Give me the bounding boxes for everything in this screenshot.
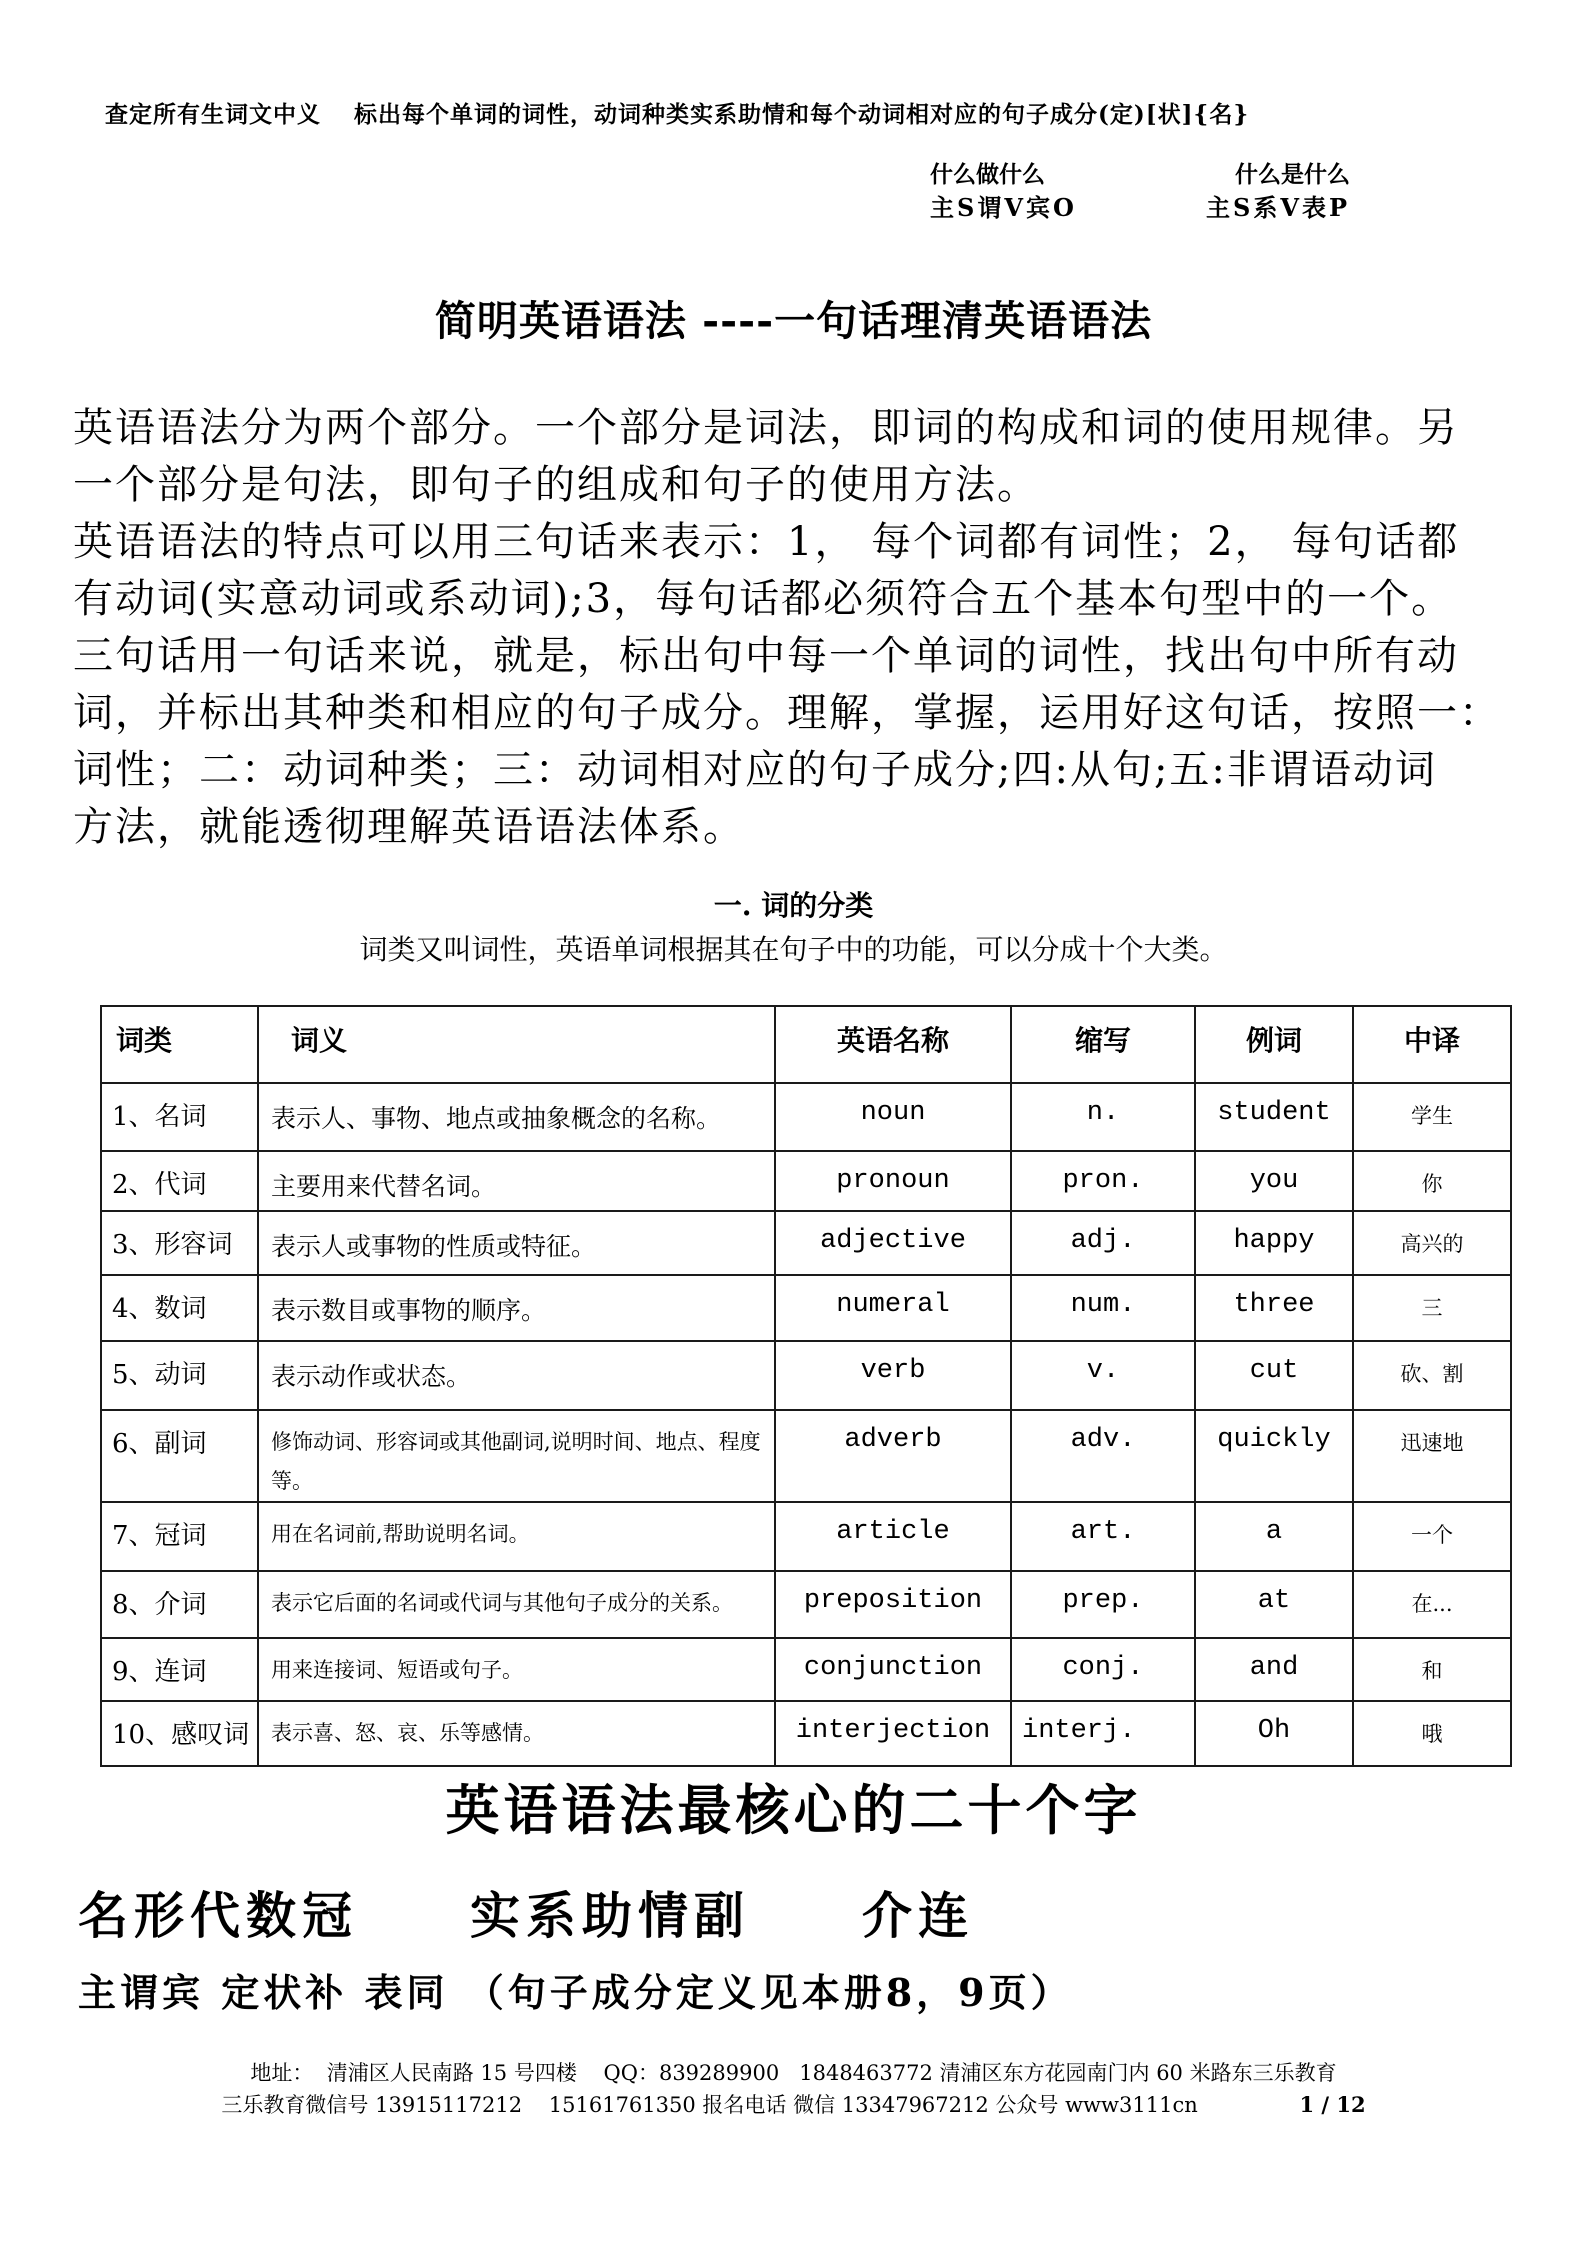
- cell-example: you: [1195, 1151, 1353, 1211]
- cell-class: 9、连词: [101, 1638, 258, 1701]
- cell-example: student: [1195, 1083, 1353, 1151]
- cell-translation: 迅速地: [1353, 1410, 1511, 1502]
- annotation-svo: 主S谓V宾O: [930, 193, 1077, 222]
- cell-english: numeral: [775, 1275, 1011, 1341]
- cell-translation: 砍、割: [1353, 1341, 1511, 1410]
- cell-class: 10、感叹词: [101, 1701, 258, 1766]
- cell-meaning: 主要用来代替名词。: [258, 1151, 775, 1211]
- parts-of-speech-table: [100, 1005, 1512, 1767]
- cell-class: 4、数词: [101, 1275, 258, 1341]
- page-number: 1 / 12: [1299, 2092, 1366, 2117]
- cell-example: happy: [1195, 1211, 1353, 1275]
- table-row: [101, 1151, 1511, 1211]
- pos-table-body: [101, 1083, 1511, 1766]
- cell-example: cut: [1195, 1341, 1353, 1410]
- cell-abbr: pron.: [1011, 1151, 1195, 1211]
- cell-example: quickly: [1195, 1410, 1353, 1502]
- annotation-what-is-what: 什么是什么: [1235, 161, 1350, 188]
- cell-translation: 一个: [1353, 1502, 1511, 1571]
- cell-example: at: [1195, 1571, 1353, 1638]
- cell-translation: 在...: [1353, 1571, 1511, 1638]
- cell-meaning: 表示数目或事物的顺序。: [258, 1275, 775, 1341]
- cell-abbr: num.: [1011, 1275, 1195, 1341]
- header-note: [105, 100, 1517, 130]
- cell-english: noun: [775, 1083, 1011, 1151]
- core-sentence-parts-line: 主谓宾 定状补 表同 （句子成分定义见本册8，9页）: [78, 1970, 1073, 2015]
- cell-abbr: art.: [1011, 1502, 1195, 1571]
- table-row: [101, 1701, 1511, 1766]
- cell-class: 7、冠词: [101, 1502, 258, 1571]
- cell-meaning: 表示喜、怒、哀、乐等感情。: [258, 1701, 775, 1766]
- cell-class: 2、代词: [101, 1151, 258, 1211]
- core-heading: 英语语法最核心的二十个字: [445, 1778, 1142, 1842]
- cell-meaning: 表示人或事物的性质或特征。: [258, 1211, 775, 1275]
- cell-class: 1、名词: [101, 1083, 258, 1151]
- cell-english: adjective: [775, 1211, 1011, 1275]
- cell-translation: 学生: [1353, 1083, 1511, 1151]
- intro-line: 三句话用一句话来说，就是，标出句中每一个单词的词性，找出句中所有动: [73, 633, 1459, 679]
- cell-meaning: 表示它后面的名词或代词与其他句子成分的关系。: [258, 1571, 775, 1638]
- header-meaning: 词义: [258, 1006, 775, 1083]
- cell-abbr: prep.: [1011, 1571, 1195, 1638]
- intro-line: 一个部分是句法，即句子的组成和句子的使用方法。: [73, 462, 1039, 508]
- cell-abbr: adv.: [1011, 1410, 1195, 1502]
- cell-abbr: n.: [1011, 1083, 1195, 1151]
- intro-line: 词，并标出其种类和相应的句子成分。理解，掌握，运用好这句话，按照一：: [73, 690, 1501, 736]
- cell-meaning: 表示人、事物、地点或抽象概念的名称。: [258, 1083, 775, 1151]
- cell-abbr: adj.: [1011, 1211, 1195, 1275]
- cell-example: a: [1195, 1502, 1353, 1571]
- cell-abbr: conj.: [1011, 1638, 1195, 1701]
- table-row: [101, 1275, 1511, 1341]
- page-title: 简明英语语法 ----一句话理清英语语法: [434, 297, 1153, 345]
- cell-example: Oh: [1195, 1701, 1353, 1766]
- table-row: [101, 1502, 1511, 1571]
- table-row: [101, 1638, 1511, 1701]
- cell-translation: 你: [1353, 1151, 1511, 1211]
- table-header-row: [101, 1006, 1511, 1083]
- header-example-word: 例词: [1195, 1006, 1353, 1083]
- cell-class: 8、介词: [101, 1571, 258, 1638]
- intro-paragraph: [73, 400, 1527, 856]
- intro-line: 词性；二：动词种类；三：动词相对应的句子成分;四:从句;五:非谓语动词: [73, 747, 1437, 793]
- cell-english: article: [775, 1502, 1011, 1571]
- cell-english: verb: [775, 1341, 1011, 1410]
- cell-translation: 哦: [1353, 1701, 1511, 1766]
- section-subheading: 词类又叫词性，英语单词根据其在句子中的功能，可以分成十个大类。: [359, 933, 1228, 966]
- cell-class: 3、形容词: [101, 1211, 258, 1275]
- annotation-svp: 主S系V表P: [1206, 193, 1350, 222]
- table-row: [101, 1083, 1511, 1151]
- cell-english: interjection: [775, 1701, 1011, 1766]
- core-word-classes-line: 名形代数冠 实系助情副 介连: [78, 1886, 974, 1945]
- cell-example: and: [1195, 1638, 1353, 1701]
- header-english-name: 英语名称: [775, 1006, 1011, 1083]
- cell-translation: 三: [1353, 1275, 1511, 1341]
- header-annotation-row2: [930, 188, 1350, 223]
- header-word-class: 词类: [101, 1006, 258, 1083]
- cell-meaning: 修饰动词、形容词或其他副词,说明时间、地点、程度等。: [258, 1410, 775, 1502]
- table-row: [101, 1410, 1511, 1502]
- header-note-line1: 查定所有生词文中义 标出每个单词的词性，动词种类实系助情和每个动词相对应的句子成分(定)[状]{名}: [105, 101, 1250, 128]
- cell-abbr: v.: [1011, 1341, 1195, 1410]
- cell-english: adverb: [775, 1410, 1011, 1502]
- table-row: [101, 1341, 1511, 1410]
- cell-translation: 高兴的: [1353, 1211, 1511, 1275]
- header-annotation-row1: [930, 156, 1350, 189]
- annotation-what-does-what: 什么做什么: [930, 161, 1045, 188]
- page-footer: [0, 2058, 1587, 2121]
- footer-contact-line: 三乐教育微信号 13915117212 15161761350 报名电话 微信 13347967212 公众号 www3111cn: [221, 2093, 1198, 2117]
- intro-line: 英语语法的特点可以用三句话来表示：1， 每个词都有词性；2， 每句话都: [73, 519, 1460, 565]
- intro-line: 有动词(实意动词或系动词);3，每句话都必须符合五个基本句型中的一个。: [73, 576, 1454, 622]
- cell-class: 5、动词: [101, 1341, 258, 1410]
- intro-line: 英语语法分为两个部分。一个部分是词法，即词的构成和词的使用规律。另: [73, 405, 1459, 451]
- cell-example: three: [1195, 1275, 1353, 1341]
- cell-translation: 和: [1353, 1638, 1511, 1701]
- table-row: [101, 1211, 1511, 1275]
- cell-english: preposition: [775, 1571, 1011, 1638]
- cell-abbr: interj.: [1011, 1701, 1195, 1766]
- intro-line: 方法，就能透彻理解英语语法体系。: [73, 804, 745, 850]
- cell-english: conjunction: [775, 1638, 1011, 1701]
- footer-address-line: 地址： 清浦区人民南路 15 号四楼 QQ：839289900 1848463772 清浦区东方花园南门内 60 米路东三乐教育: [250, 2061, 1337, 2085]
- cell-english: pronoun: [775, 1151, 1011, 1211]
- header-abbreviation: 缩写: [1011, 1006, 1195, 1083]
- cell-meaning: 用在名词前,帮助说明名词。: [258, 1502, 775, 1571]
- cell-meaning: 表示动作或状态。: [258, 1341, 775, 1410]
- cell-class: 6、副词: [101, 1410, 258, 1502]
- header-chinese-translation: 中译: [1353, 1006, 1511, 1083]
- section-heading: 一. 词的分类: [713, 889, 874, 922]
- cell-meaning: 用来连接词、短语或句子。: [258, 1638, 775, 1701]
- table-row: [101, 1571, 1511, 1638]
